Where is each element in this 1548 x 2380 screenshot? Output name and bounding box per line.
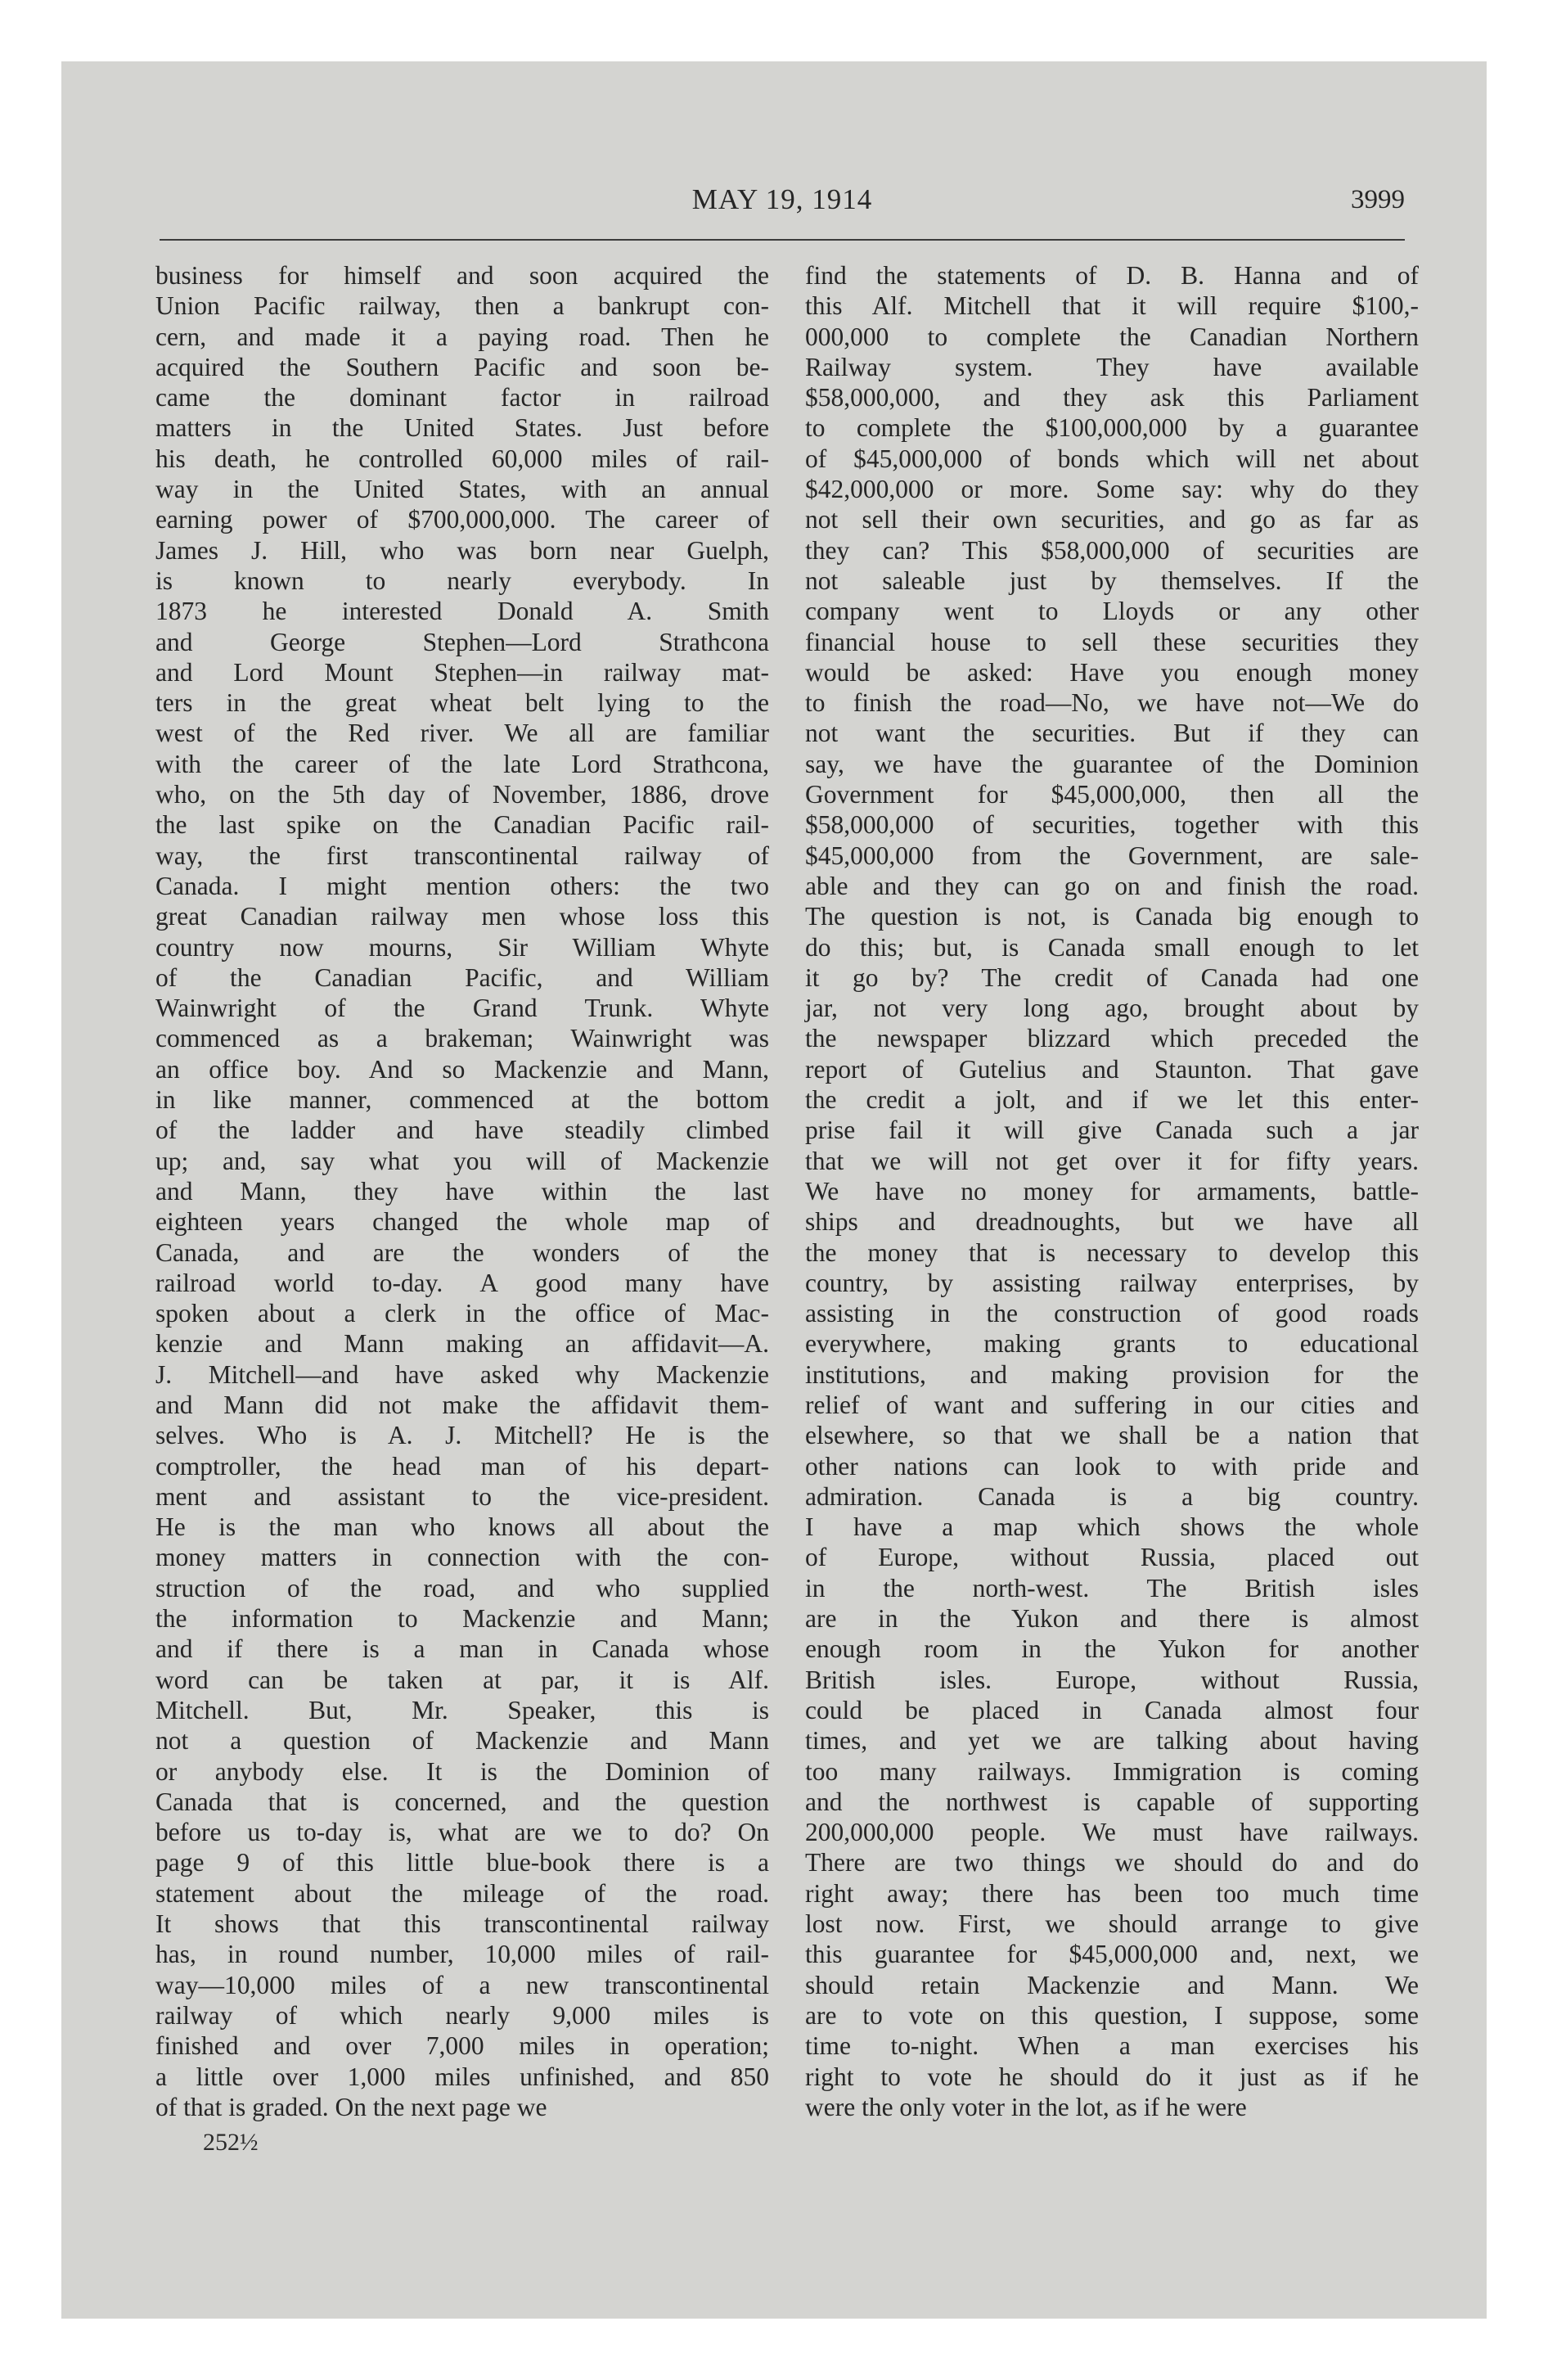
text-line: British isles. Europe, without Russia,: [805, 1665, 1419, 1694]
text-line: before us to-day is, what are we to do? On: [155, 1818, 769, 1847]
text-line: 200,000,000 people. We must have railways.: [805, 1818, 1419, 1847]
text-line: other nations can look to with pride and: [805, 1451, 1419, 1481]
text-line: institutions, and making provision for the: [805, 1359, 1419, 1389]
text-line: right to vote he should do it just as if he: [805, 2062, 1419, 2091]
left-column: [155, 260, 769, 2122]
text-line: this guarantee for $45,000,000 and, next, we: [805, 1940, 1419, 1969]
text-line: Canada, and are the wonders of the: [155, 1237, 769, 1267]
text-line: jar, not very long ago, brought about by: [805, 994, 1419, 1023]
text-line: of the ladder and have steadily climbed: [155, 1116, 769, 1145]
header-date: MAY 19, 1914: [691, 183, 873, 215]
text-line: in like manner, commenced at the bottom: [155, 1085, 769, 1115]
text-line: eighteen years changed the whole map of: [155, 1207, 769, 1237]
text-line: in the north-west. The British isles: [805, 1573, 1419, 1602]
text-line: We have no money for armaments, battle-: [805, 1176, 1419, 1206]
text-line: Government for $45,000,000, then all the: [805, 780, 1419, 809]
text-line: $45,000,000 from the Government, are sale-: [805, 841, 1419, 870]
text-line: enough room in the Yukon for another: [805, 1634, 1419, 1664]
text-line: prise fail it will give Canada such a jar: [805, 1116, 1419, 1145]
text-line: the last spike on the Canadian Pacific rail-: [155, 810, 769, 840]
text-line: and Mann did not make the affidavit them-: [155, 1390, 769, 1419]
text-line: commenced as a brakeman; Wainwright was: [155, 1024, 769, 1053]
text-line: lost now. First, we should arrange to give: [805, 1909, 1419, 1939]
text-line: should retain Mackenzie and Mann. We: [805, 1970, 1419, 1999]
text-line: an office boy. And so Mackenzie and Mann,: [155, 1054, 769, 1084]
text-line: of the Canadian Pacific, and William: [155, 962, 769, 992]
text-line: ment and assistant to the vice-president.: [155, 1481, 769, 1511]
text-line: right away; there has been too much time: [805, 1878, 1419, 1908]
text-line: and George Stephen—Lord Strathcona: [155, 627, 769, 656]
text-line: the information to Mackenzie and Mann;: [155, 1604, 769, 1634]
text-line: J. Mitchell—and have asked why Mackenzie: [155, 1359, 769, 1389]
text-line: company went to Lloyds or any other: [805, 597, 1419, 626]
text-line: of that is graded. On the next page we: [155, 2092, 547, 2121]
text-line: would be asked: Have you enough money: [805, 657, 1419, 687]
text-line: not a question of Mackenzie and Mann: [155, 1726, 769, 1756]
text-line: everywhere, making grants to educational: [805, 1329, 1419, 1359]
text-line: a little over 1,000 miles unfinished, and 850: [155, 2062, 769, 2091]
text-line: 000,000 to complete the Canadian Northern: [805, 322, 1419, 351]
text-line: He is the man who knows all about the: [155, 1512, 769, 1542]
text-line: ters in the great wheat belt lying to the: [155, 688, 769, 718]
text-line: Canada that is concerned, and the question: [155, 1787, 769, 1816]
text-line: to complete the $100,000,000 by a guarantee: [805, 413, 1419, 443]
text-line: that we will not get over it for fifty years.: [805, 1146, 1419, 1175]
text-line: The question is not, is Canada big enough to: [805, 902, 1419, 931]
text-line: 1873 he interested Donald A. Smith: [155, 597, 769, 626]
text-line: and Lord Mount Stephen—in railway mat-: [155, 657, 769, 687]
text-line: business for himself and soon acquired the: [155, 261, 769, 290]
text-line: $42,000,000 or more. Some say: why do they: [805, 475, 1419, 504]
text-line: great Canadian railway men whose loss this: [155, 902, 769, 931]
text-line: they can? This $58,000,000 of securities are: [805, 535, 1419, 565]
text-line: It shows that this transcontinental railway: [155, 1909, 769, 1939]
text-line: relief of want and suffering in our cities and: [805, 1390, 1419, 1419]
text-line: way—10,000 miles of a new transcontinental: [155, 1970, 769, 1999]
text-line: selves. Who is A. J. Mitchell? He is the: [155, 1421, 769, 1450]
text-line: of Europe, without Russia, placed out: [805, 1543, 1419, 1572]
text-line: $58,000,000, and they ask this Parliament: [805, 383, 1419, 412]
text-line: who, on the 5th day of November, 1886, drove: [155, 780, 769, 809]
text-line: not saleable just by themselves. If the: [805, 566, 1419, 595]
text-line: do this; but, is Canada small enough to let: [805, 932, 1419, 962]
text-line: earning power of $700,000,000. The career of: [155, 505, 769, 534]
text-line: this Alf. Mitchell that it will require $100,-: [805, 291, 1419, 321]
text-line: way in the United States, with an annual: [155, 475, 769, 504]
text-line: could be placed in Canada almost four: [805, 1695, 1419, 1724]
text-line: times, and yet we are talking about having: [805, 1726, 1419, 1756]
text-line: railroad world to-day. A good many have: [155, 1268, 769, 1297]
text-line: with the career of the late Lord Strathcona,: [155, 749, 769, 778]
text-line: kenzie and Mann making an affidavit—A.: [155, 1329, 769, 1359]
text-line: his death, he controlled 60,000 miles of rail-: [155, 444, 769, 473]
text-line: it go by? The credit of Canada had one: [805, 962, 1419, 992]
text-line: are in the Yukon and there is almost: [805, 1604, 1419, 1634]
text-line: the newspaper blizzard which preceded the: [805, 1024, 1419, 1053]
text-line: Railway system. They have available: [805, 352, 1419, 381]
right-column: [805, 260, 1419, 2122]
text-line: struction of the road, and who supplied: [155, 1573, 769, 1602]
text-line: not sell their own securities, and go as far as: [805, 505, 1419, 534]
text-line: up; and, say what you will of Mackenzie: [155, 1146, 769, 1175]
text-line: to finish the road—No, we have not—We do: [805, 688, 1419, 718]
text-line: acquired the Southern Pacific and soon be-: [155, 352, 769, 381]
text-line: James J. Hill, who was born near Guelph,: [155, 535, 769, 565]
text-line: statement about the mileage of the road.: [155, 1878, 769, 1908]
text-line: say, we have the guarantee of the Dominion: [805, 749, 1419, 778]
text-line: the money that is necessary to develop this: [805, 1237, 1419, 1267]
text-line: is known to nearly everybody. In: [155, 566, 769, 595]
text-line: able and they can go on and finish the road.: [805, 871, 1419, 900]
text-line: Union Pacific railway, then a bankrupt con-: [155, 291, 769, 321]
text-line: and Mann, they have within the last: [155, 1176, 769, 1206]
text-line: are to vote on this question, I suppose, some: [805, 2000, 1419, 2030]
text-line: finished and over 7,000 miles in operation;: [155, 2031, 769, 2061]
text-line: country, by assisting railway enterprises, by: [805, 1268, 1419, 1297]
text-line: and if there is a man in Canada whose: [155, 1634, 769, 1664]
text-line: matters in the United States. Just before: [155, 413, 769, 443]
text-line: find the statements of D. B. Hanna and of: [805, 261, 1419, 290]
text-line: cern, and made it a paying road. Then he: [155, 322, 769, 351]
text-line: elsewhere, so that we shall be a nation that: [805, 1421, 1419, 1450]
text-line: railway of which nearly 9,000 miles is: [155, 2000, 769, 2030]
text-line: page 9 of this little blue-book there is a: [155, 1848, 769, 1877]
text-line: assisting in the construction of good roads: [805, 1299, 1419, 1328]
text-line: has, in round number, 10,000 miles of rail-: [155, 1940, 769, 1969]
text-line: country now mourns, Sir William Whyte: [155, 932, 769, 962]
text-line: ships and dreadnoughts, but we have all: [805, 1207, 1419, 1237]
text-line: the credit a jolt, and if we let this enter-: [805, 1085, 1419, 1115]
text-line: and the northwest is capable of supporting: [805, 1787, 1419, 1816]
text-line: There are two things we should do and do: [805, 1848, 1419, 1877]
text-line: admiration. Canada is a big country.: [805, 1481, 1419, 1511]
text-line: comptroller, the head man of his depart-: [155, 1451, 769, 1481]
text-line: not want the securities. But if they can: [805, 719, 1419, 748]
text-line: word can be taken at par, it is Alf.: [155, 1665, 769, 1694]
text-line: report of Gutelius and Staunton. That gave: [805, 1054, 1419, 1084]
text-line: spoken about a clerk in the office of Mac-: [155, 1299, 769, 1328]
text-line: time to-night. When a man exercises his: [805, 2031, 1419, 2061]
text-line: came the dominant factor in railroad: [155, 383, 769, 412]
page-number: 3999: [1351, 185, 1405, 214]
text-line: Mitchell. But, Mr. Speaker, this is: [155, 1695, 769, 1724]
text-line: financial house to sell these securities they: [805, 627, 1419, 656]
header-rule: [160, 239, 1405, 241]
text-line: way, the first transcontinental railway of: [155, 841, 769, 870]
text-line: money matters in connection with the con-: [155, 1543, 769, 1572]
text-line: I have a map which shows the whole: [805, 1512, 1419, 1542]
text-line: or anybody else. It is the Dominion of: [155, 1756, 769, 1786]
page-header: [160, 175, 1405, 224]
text-line: west of the Red river. We all are familiar: [155, 719, 769, 748]
text-line: of $45,000,000 of bonds which will net about: [805, 444, 1419, 473]
signature-mark: 252½: [203, 2129, 259, 2157]
text-line: $58,000,000 of securities, together with this: [805, 810, 1419, 840]
text-line: Canada. I might mention others: the two: [155, 871, 769, 900]
text-line: were the only voter in the lot, as if he were: [805, 2092, 1247, 2121]
text-line: too many railways. Immigration is coming: [805, 1756, 1419, 1786]
text-line: Wainwright of the Grand Trunk. Whyte: [155, 994, 769, 1023]
